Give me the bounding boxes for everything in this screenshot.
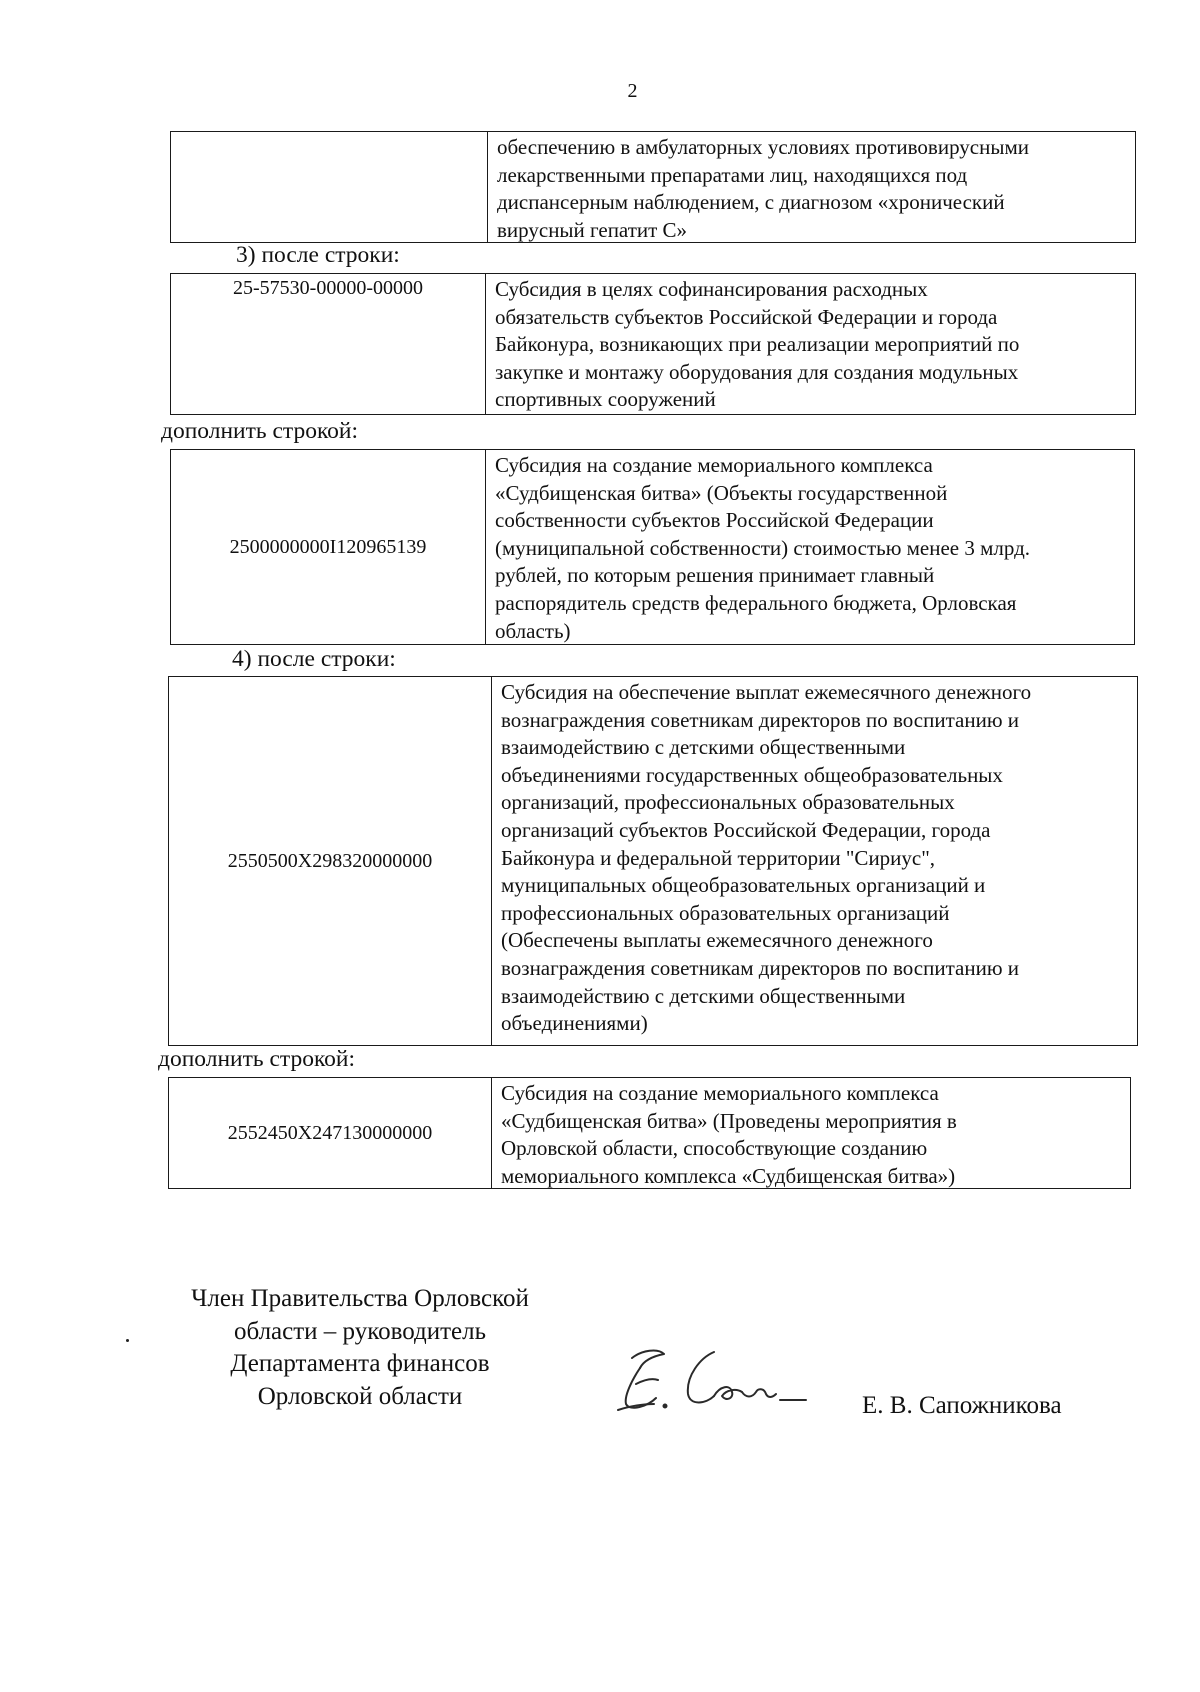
- description-line: профессиональных образовательных организаций: [501, 900, 950, 925]
- row-code: 2552450Х247130000000: [169, 1078, 492, 1188]
- position-line: области – руководитель: [233, 1317, 487, 1345]
- description-line: Байконура, возникающих при реализации мероприятий по: [495, 332, 1020, 357]
- description-line: организаций, профессиональных образовательных: [501, 790, 955, 815]
- description-line: Орловской области, способствующие созданию: [501, 1136, 928, 1161]
- description-line: вирусный гепатит С»: [497, 217, 688, 242]
- row-code: 2550500Х298320000000: [169, 677, 492, 1045]
- row-code: 25-57530-00000-00000: [171, 274, 486, 414]
- row-description: [486, 274, 1135, 414]
- description-line: Субсидия на создание мемориального комплекса: [495, 453, 933, 477]
- table-section4-after: [168, 676, 1138, 1046]
- description-line: Байконура и федеральной территории "Сириус",: [501, 845, 936, 870]
- description-line: «Судбищенская битва» (Проведены мероприятия в: [501, 1108, 957, 1133]
- description-line: собственности субъектов Российской Федерации: [495, 508, 934, 533]
- page-number: 2: [627, 80, 638, 102]
- position-line: Орловской области: [257, 1382, 463, 1410]
- description-line: Субсидия в целях софинансирования расходных: [495, 277, 928, 301]
- description-line: распорядитель средств федерального бюджета, Орловская: [495, 590, 1017, 615]
- description-line: муниципальных общеобразовательных организаций и: [501, 873, 986, 898]
- description-line: спортивных сооружений: [495, 387, 716, 412]
- description-line: обеспечению в амбулаторных условиях противовирусными: [497, 135, 1029, 159]
- signer-position: [160, 1283, 560, 1413]
- description-line: (муниципальной собственности) стоимостью менее 3 млрд.: [495, 535, 1031, 560]
- description-line: мемориального комплекса «Судбищенская битва»): [501, 1163, 956, 1188]
- section3-add-caption: дополнить строкой:: [161, 418, 359, 444]
- section4-after-caption: 4) после строки:: [232, 646, 396, 672]
- table-section3-add: [170, 449, 1135, 645]
- table-section4-add: [168, 1077, 1131, 1189]
- description-line: объединениями государственных общеобразовательных: [501, 762, 1003, 787]
- description-line: закупке и монтажу оборудования для создания модульных: [495, 359, 1019, 384]
- table-continuation: [170, 131, 1136, 243]
- section3-after-caption: 3) после строки:: [236, 242, 400, 268]
- description-line: организаций субъектов Российской Федерации, города: [501, 817, 991, 842]
- scan-dot: [126, 1339, 129, 1342]
- position-line: Департамента финансов: [230, 1350, 490, 1377]
- row-description: [492, 1078, 1130, 1188]
- description-line: вознаграждения советникам директоров по воспитанию и: [501, 955, 1020, 980]
- description-line: Субсидия на создание мемориального комплекса: [501, 1081, 939, 1105]
- section4-add-caption: дополнить строкой:: [158, 1046, 356, 1072]
- description-line: вознаграждения советникам директоров по воспитанию и: [501, 707, 1020, 732]
- description-line: область): [495, 618, 571, 643]
- signer-name: Е. В. Сапожникова: [862, 1392, 1062, 1419]
- row-description: [486, 450, 1134, 644]
- description-line: объединениями): [501, 1011, 648, 1036]
- handwritten-signature: [610, 1340, 810, 1420]
- row-description: [488, 132, 1135, 242]
- description-line: диспансерным наблюдением, с диагнозом «хронический: [497, 190, 1005, 215]
- description-line: лекарственными препаратами лиц, находящихся под: [497, 162, 968, 187]
- row-description: [492, 677, 1137, 1045]
- description-line: рублей, по которым решения принимает главный: [495, 563, 935, 588]
- description-line: взаимодействию с детскими общественными: [501, 983, 906, 1008]
- description-line: взаимодействию с детскими общественными: [501, 735, 906, 760]
- description-line: «Судбищенская битва» (Объекты государственной: [495, 480, 948, 505]
- row-code: 2500000000I120965139: [171, 450, 486, 644]
- description-line: Субсидия на обеспечение выплат ежемесячного денежного: [501, 680, 1032, 704]
- description-line: обязательств субъектов Российской Федерации и города: [495, 304, 998, 329]
- position-line: Член Правительства Орловской: [191, 1285, 529, 1312]
- table-section3-after: [170, 273, 1136, 415]
- row-code: [171, 132, 488, 242]
- description-line: (Обеспечены выплаты ежемесячного денежного: [501, 928, 933, 953]
